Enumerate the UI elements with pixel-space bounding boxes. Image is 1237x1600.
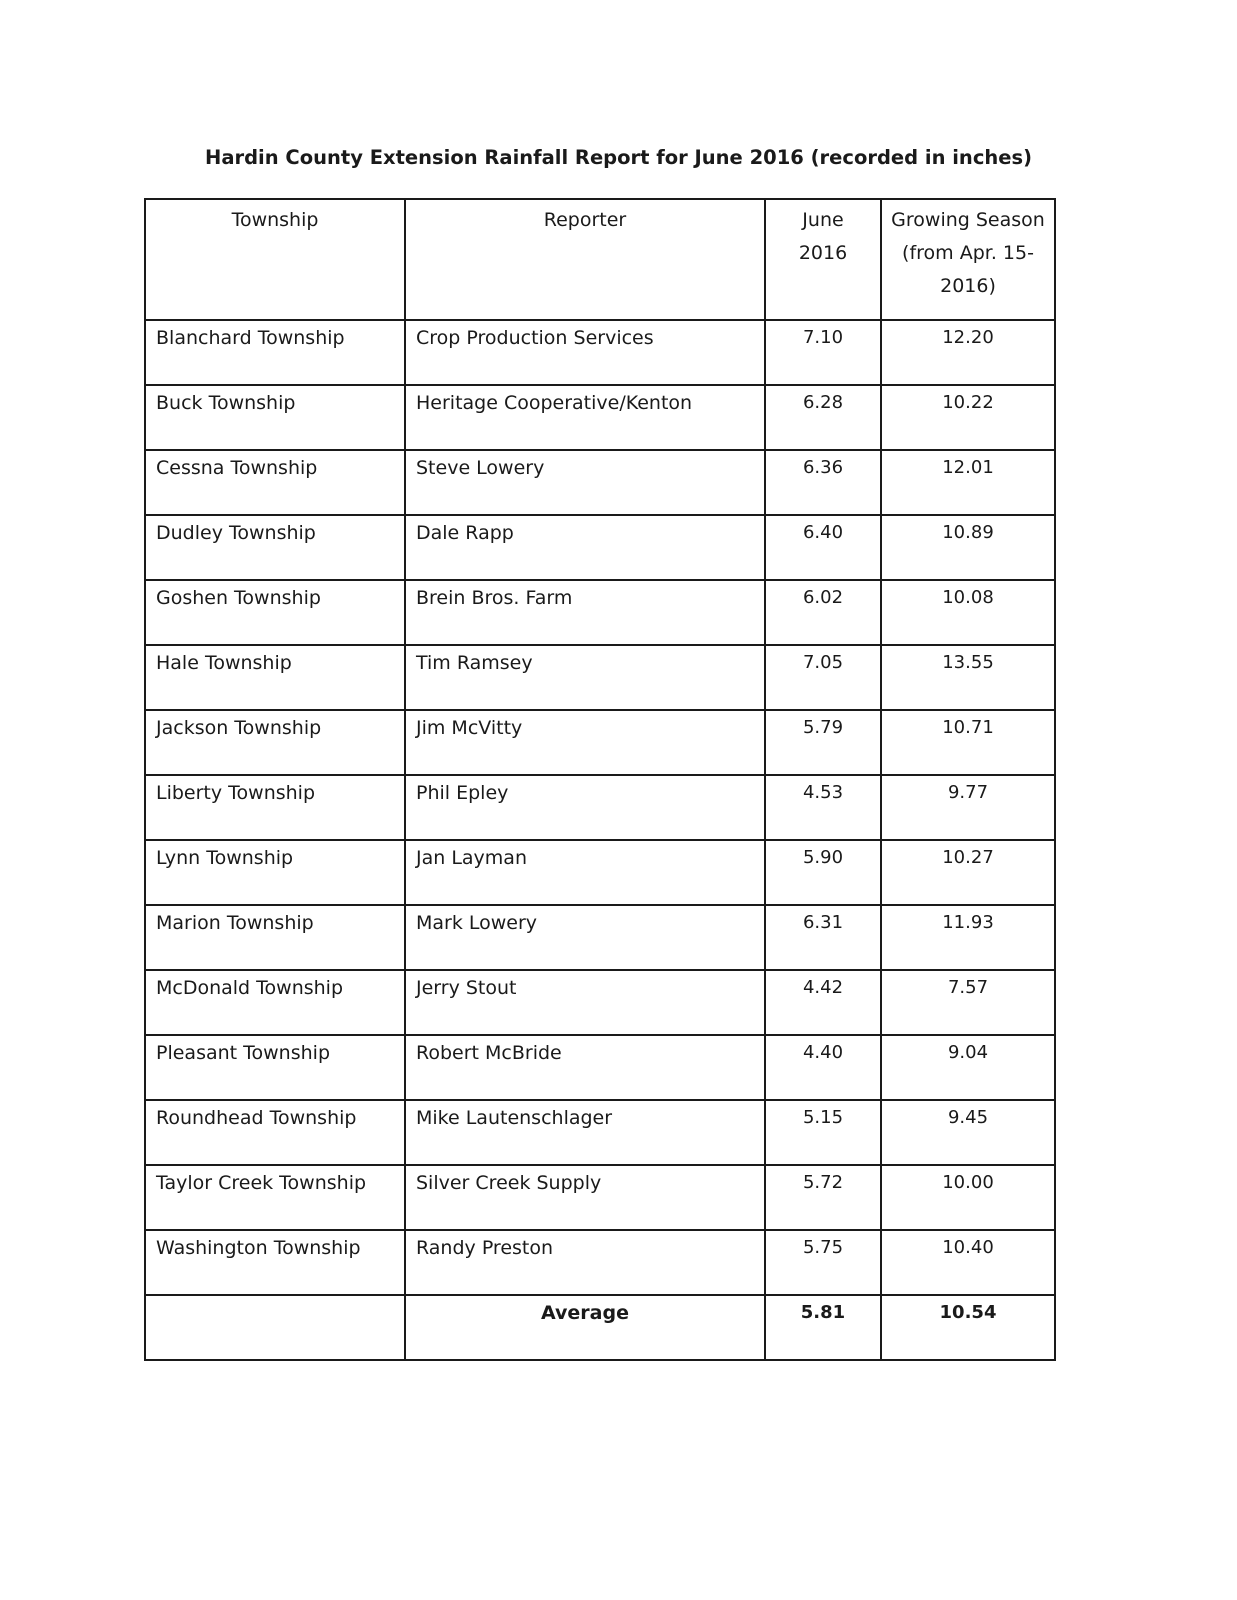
township-cell: Liberty Township bbox=[145, 775, 405, 840]
reporter-cell: Heritage Cooperative/Kenton bbox=[405, 385, 765, 450]
township-cell: Hale Township bbox=[145, 645, 405, 710]
season-cell: 10.40 bbox=[881, 1230, 1055, 1295]
header-season-line3: 2016) bbox=[940, 275, 996, 297]
reporter-cell: Randy Preston bbox=[405, 1230, 765, 1295]
reporter-cell: Mark Lowery bbox=[405, 905, 765, 970]
header-season-line1: Growing Season bbox=[891, 209, 1045, 231]
table-header-row bbox=[145, 199, 1055, 320]
average-row bbox=[145, 1295, 1055, 1360]
table-row bbox=[145, 385, 1055, 450]
june-cell: 4.42 bbox=[765, 970, 881, 1035]
june-cell: 6.02 bbox=[765, 580, 881, 645]
june-cell: 6.36 bbox=[765, 450, 881, 515]
june-cell: 7.10 bbox=[765, 320, 881, 385]
reporter-cell: Crop Production Services bbox=[405, 320, 765, 385]
table-row bbox=[145, 1035, 1055, 1100]
season-cell: 7.57 bbox=[881, 970, 1055, 1035]
township-cell: Buck Township bbox=[145, 385, 405, 450]
township-cell: Washington Township bbox=[145, 1230, 405, 1295]
season-cell: 10.00 bbox=[881, 1165, 1055, 1230]
reporter-cell: Robert McBride bbox=[405, 1035, 765, 1100]
header-reporter-label: Reporter bbox=[543, 209, 627, 231]
june-cell: 6.40 bbox=[765, 515, 881, 580]
header-season-line2: (from Apr. 15- bbox=[902, 242, 1034, 264]
township-cell: McDonald Township bbox=[145, 970, 405, 1035]
township-cell: Cessna Township bbox=[145, 450, 405, 515]
table-row bbox=[145, 1230, 1055, 1295]
season-cell: 10.89 bbox=[881, 515, 1055, 580]
season-cell: 12.01 bbox=[881, 450, 1055, 515]
table-row bbox=[145, 450, 1055, 515]
township-cell: Marion Township bbox=[145, 905, 405, 970]
header-june-line1: June bbox=[802, 209, 844, 231]
june-cell: 7.05 bbox=[765, 645, 881, 710]
season-cell: 10.27 bbox=[881, 840, 1055, 905]
average-june: 5.81 bbox=[765, 1295, 881, 1360]
header-township-label: Township bbox=[231, 209, 319, 231]
season-cell: 9.04 bbox=[881, 1035, 1055, 1100]
season-cell: 9.77 bbox=[881, 775, 1055, 840]
reporter-cell: Brein Bros. Farm bbox=[405, 580, 765, 645]
june-cell: 5.15 bbox=[765, 1100, 881, 1165]
season-cell: 12.20 bbox=[881, 320, 1055, 385]
june-cell: 5.75 bbox=[765, 1230, 881, 1295]
reporter-cell: Silver Creek Supply bbox=[405, 1165, 765, 1230]
june-cell: 6.31 bbox=[765, 905, 881, 970]
reporter-cell: Steve Lowery bbox=[405, 450, 765, 515]
township-cell: Lynn Township bbox=[145, 840, 405, 905]
table-row bbox=[145, 580, 1055, 645]
reporter-cell: Tim Ramsey bbox=[405, 645, 765, 710]
table-row bbox=[145, 710, 1055, 775]
table-row bbox=[145, 1165, 1055, 1230]
reporter-cell: Phil Epley bbox=[405, 775, 765, 840]
reporter-cell: Mike Lautenschlager bbox=[405, 1100, 765, 1165]
reporter-cell: Jim McVitty bbox=[405, 710, 765, 775]
township-cell: Taylor Creek Township bbox=[145, 1165, 405, 1230]
season-cell: 13.55 bbox=[881, 645, 1055, 710]
season-cell: 11.93 bbox=[881, 905, 1055, 970]
township-cell: Jackson Township bbox=[145, 710, 405, 775]
township-cell: Roundhead Township bbox=[145, 1100, 405, 1165]
table-row bbox=[145, 905, 1055, 970]
season-cell: 10.08 bbox=[881, 580, 1055, 645]
township-cell: Pleasant Township bbox=[145, 1035, 405, 1100]
reporter-cell: Jerry Stout bbox=[405, 970, 765, 1035]
township-cell: Dudley Township bbox=[145, 515, 405, 580]
average-label: Average bbox=[405, 1295, 765, 1360]
average-season: 10.54 bbox=[881, 1295, 1055, 1360]
table-row bbox=[145, 775, 1055, 840]
header-june-line2: 2016 bbox=[798, 242, 848, 264]
table-row bbox=[145, 840, 1055, 905]
table-row bbox=[145, 970, 1055, 1035]
township-cell: Blanchard Township bbox=[145, 320, 405, 385]
average-empty-cell bbox=[145, 1295, 405, 1360]
rainfall-table bbox=[144, 198, 1056, 1361]
table-row bbox=[145, 1100, 1055, 1165]
june-cell: 6.28 bbox=[765, 385, 881, 450]
june-cell: 5.90 bbox=[765, 840, 881, 905]
season-cell: 10.22 bbox=[881, 385, 1055, 450]
june-cell: 5.79 bbox=[765, 710, 881, 775]
reporter-cell: Jan Layman bbox=[405, 840, 765, 905]
township-cell: Goshen Township bbox=[145, 580, 405, 645]
reporter-cell: Dale Rapp bbox=[405, 515, 765, 580]
header-growing-season bbox=[881, 199, 1055, 320]
header-reporter bbox=[405, 199, 765, 320]
table-row bbox=[145, 515, 1055, 580]
june-cell: 4.40 bbox=[765, 1035, 881, 1100]
table-row bbox=[145, 645, 1055, 710]
season-cell: 10.71 bbox=[881, 710, 1055, 775]
header-township bbox=[145, 199, 405, 320]
june-cell: 5.72 bbox=[765, 1165, 881, 1230]
header-june bbox=[765, 199, 881, 320]
season-cell: 9.45 bbox=[881, 1100, 1055, 1165]
page-title: Hardin County Extension Rainfall Report for June 2016 (recorded in inches) bbox=[205, 146, 1032, 169]
table-row bbox=[145, 320, 1055, 385]
june-cell: 4.53 bbox=[765, 775, 881, 840]
